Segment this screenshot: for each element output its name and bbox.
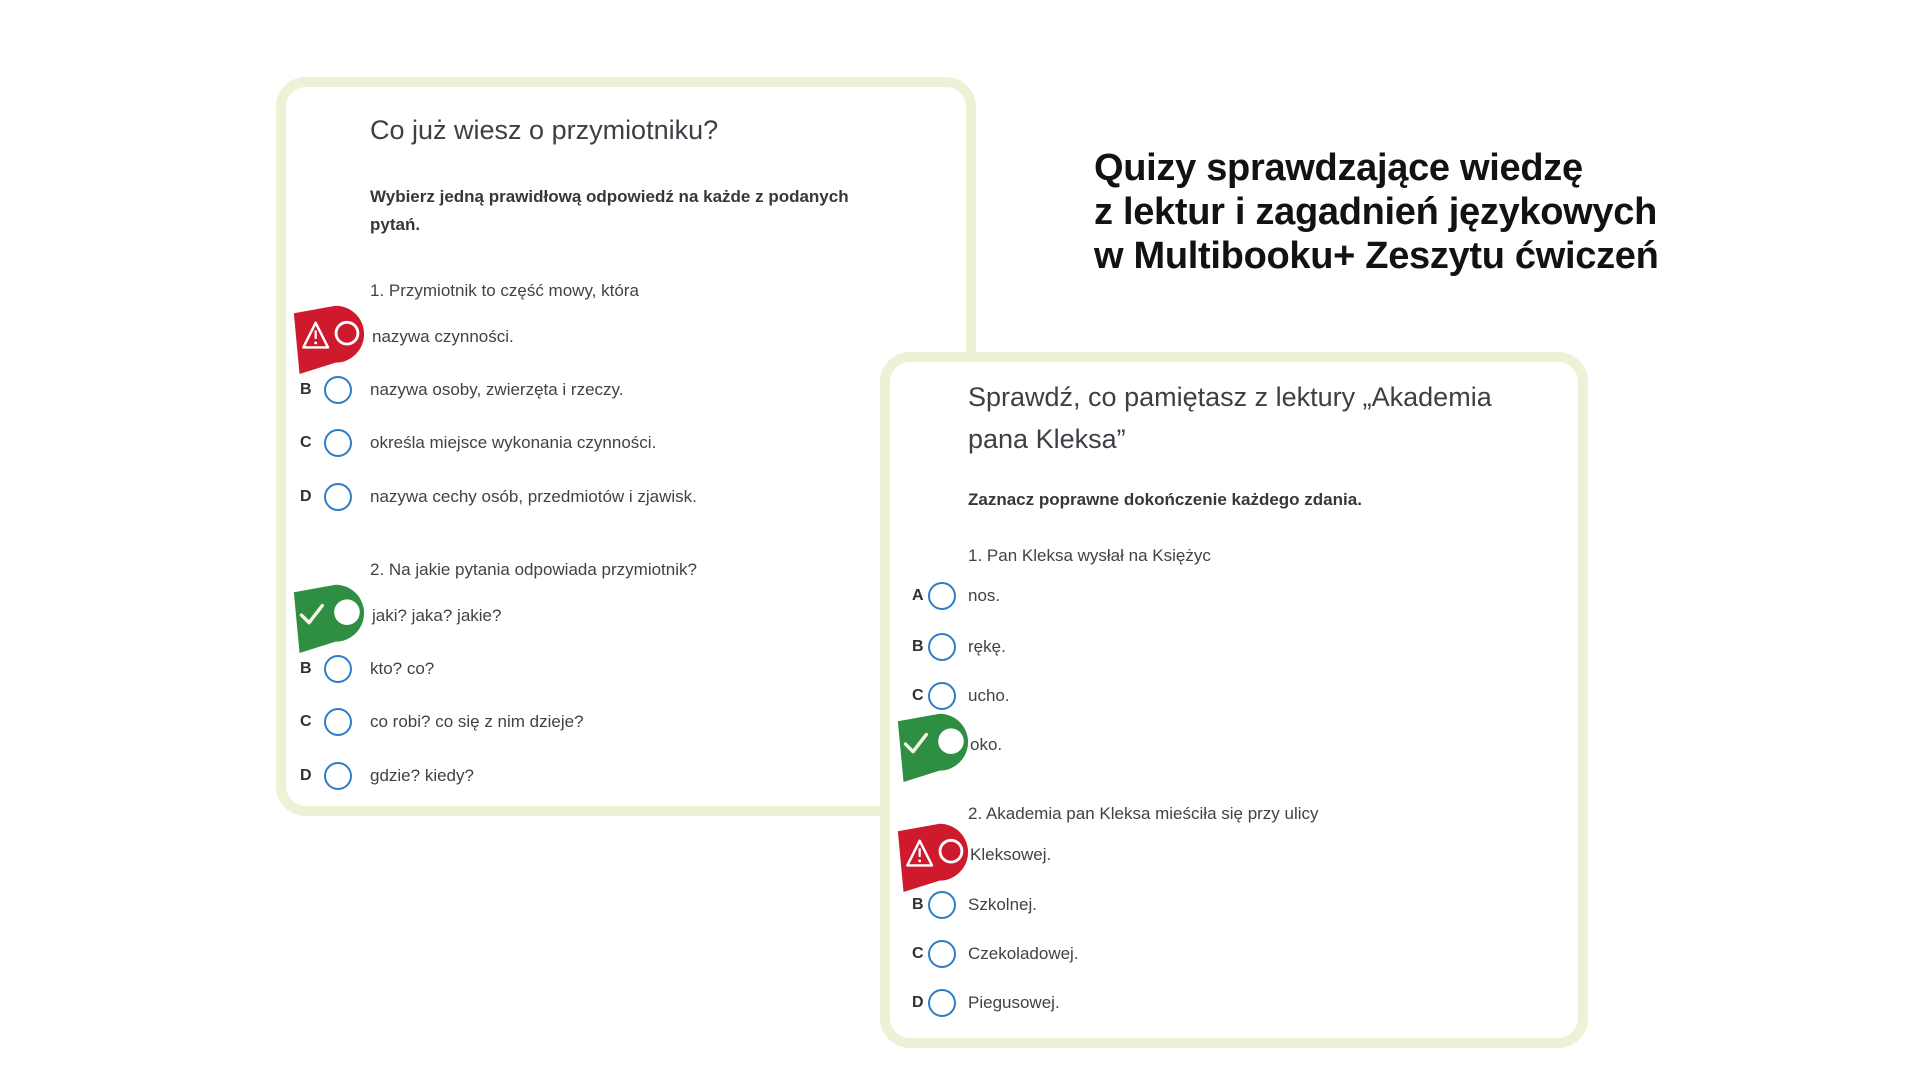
option-text: nazywa osoby, zwierzęta i rzeczy. <box>370 380 624 399</box>
option-letter: D <box>300 767 312 784</box>
option-row[interactable] <box>912 682 1010 710</box>
question-text: 1. Przymiotnik to część mowy, która <box>370 281 639 300</box>
option-letter: C <box>912 687 924 704</box>
radio-circle-icon[interactable] <box>928 989 956 1017</box>
option-text: nazywa cechy osób, przedmiotów i zjawisk. <box>370 487 697 506</box>
option-text: Piegusowej. <box>968 993 1060 1012</box>
quiz-card-kleks <box>880 352 1588 1048</box>
option-text: Kleksowej. <box>970 845 1052 864</box>
option-text: jaki? jaka? jakie? <box>372 606 502 625</box>
question-text: 2. Na jakie pytania odpowiada przymiotnik? <box>370 560 697 579</box>
option-row[interactable] <box>300 429 656 457</box>
radio-circle-icon[interactable] <box>324 762 352 790</box>
radio-circle-icon[interactable] <box>928 633 956 661</box>
option-text: gdzie? kiedy? <box>370 766 474 785</box>
question-text: 1. Pan Kleksa wysłał na Księżyc <box>968 546 1211 565</box>
option-letter: A <box>912 587 924 604</box>
option-letter: C <box>300 434 312 451</box>
option-row[interactable] <box>300 655 434 683</box>
headline-line-1: Quizy sprawdzające wiedzę <box>1094 147 1583 189</box>
option-text: oko. <box>970 735 1003 754</box>
option-row[interactable] <box>300 376 624 404</box>
option-text: rękę. <box>968 637 1006 656</box>
option-row[interactable] <box>912 989 1060 1017</box>
quiz-card-przymiotnik <box>276 77 976 816</box>
option-letter: B <box>912 896 924 913</box>
option-row[interactable] <box>912 633 1006 661</box>
radio-circle-icon[interactable] <box>928 582 956 610</box>
option-letter: B <box>912 638 924 655</box>
radio-circle-icon[interactable] <box>324 376 352 404</box>
option-row[interactable] <box>912 891 1037 919</box>
option-row[interactable] <box>300 762 474 790</box>
option-text: Czekoladowej. <box>968 944 1079 963</box>
quiz-instruction: Zaznacz poprawne dokończenie każdego zdania. <box>968 490 1362 509</box>
quiz-instruction: Wybierz jedną prawidłową odpowiedź na każde z podanych pytań. <box>370 187 849 234</box>
question-text: 2. Akademia pan Kleksa mieściła się przy ulicy <box>968 804 1319 823</box>
option-row[interactable] <box>300 483 697 511</box>
quiz-title: Co już wiesz o przymiotniku? <box>370 115 719 145</box>
radio-circle-icon[interactable] <box>324 429 352 457</box>
option-text: kto? co? <box>370 659 435 678</box>
option-row[interactable] <box>912 940 1079 968</box>
option-text: co robi? co się z nim dzieje? <box>370 712 584 731</box>
option-row-correct[interactable] <box>288 579 501 653</box>
incorrect-marker-icon <box>892 818 972 892</box>
option-letter: D <box>912 994 924 1011</box>
option-text: ucho. <box>968 686 1010 705</box>
radio-circle-icon[interactable] <box>928 940 956 968</box>
option-text: określa miejsce wykonania czynności. <box>370 433 657 452</box>
option-row-correct[interactable] <box>892 708 1002 782</box>
headline <box>1094 146 1659 278</box>
option-letter: B <box>300 660 312 677</box>
option-row[interactable] <box>300 708 584 736</box>
radio-circle-icon[interactable] <box>928 891 956 919</box>
correct-marker-icon <box>892 708 972 782</box>
incorrect-marker-icon <box>288 300 368 374</box>
option-row[interactable] <box>912 582 1000 610</box>
option-text: nazywa czynności. <box>372 327 514 346</box>
option-letter: C <box>300 713 312 730</box>
radio-circle-icon[interactable] <box>324 483 352 511</box>
option-text: Szkolnej. <box>968 895 1037 914</box>
option-letter: C <box>912 945 924 962</box>
option-letter: D <box>300 488 312 505</box>
option-row-incorrect[interactable] <box>892 818 1051 892</box>
radio-circle-icon[interactable] <box>324 708 352 736</box>
option-text: nos. <box>968 586 1001 605</box>
headline-line-3: w Multibooku+ Zeszytu ćwiczeń <box>1094 235 1659 277</box>
option-row-incorrect[interactable] <box>288 300 514 374</box>
headline-line-2: z lektur i zagadnień językowych <box>1094 191 1657 233</box>
radio-circle-icon[interactable] <box>324 655 352 683</box>
quiz-title: Sprawdź, co pamiętasz z lektury „Akademia pana Kleksa” <box>968 382 1492 454</box>
correct-marker-icon <box>288 579 368 653</box>
option-letter: B <box>300 381 312 398</box>
radio-circle-icon[interactable] <box>928 682 956 710</box>
